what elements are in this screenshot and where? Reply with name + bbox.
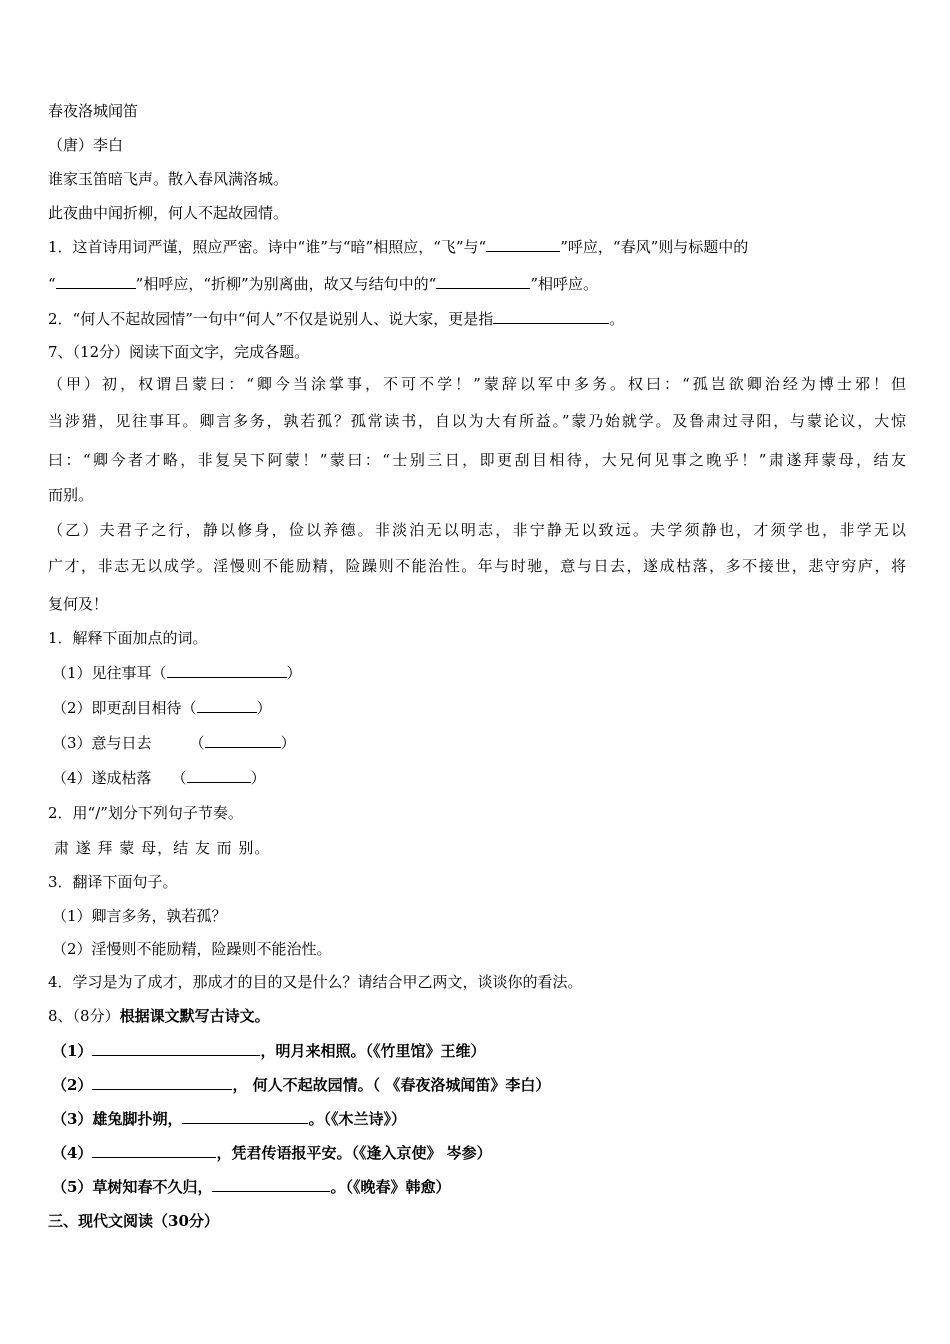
q8-item-2: （2） ， 何人不起故园情。（ 《春夜洛城闻笛》李白） [52,1076,551,1094]
q6-item-1-cont: “ ”相呼应，“折柳”为别离曲，故又与结句中的“ ”相呼应。 [48,275,599,293]
answer-blank[interactable] [205,732,281,748]
answer-blank[interactable] [167,662,287,678]
passage-yi-line: 广才，非志无以成学。淫慢则不能励精，险躁则不能治性。年与时驰，意与日去，遂成枯落，多不接世，悲守穷庐，将 [48,557,906,575]
answer-blank[interactable] [92,1040,260,1056]
q7-header: 7、（12分）阅读下面文字，完成各题。 [48,343,310,361]
q7-sub1-item-4: （4）遂成枯落 （ ） [52,769,266,787]
q7-sub1-item-1: （1）见往事耳（ ） [52,664,302,682]
q7-sub1-title: 1．解释下面加点的词。 [48,629,208,647]
passage-yi-line: （乙）夫君子之行，静以修身，俭以养德。非淡泊无以明志，非宁静无以致远。夫学须静也，才须学也，非学无以 [48,521,906,539]
passage-jia-line: 而别。 [48,486,94,504]
passage-jia-line: （甲）初，权谓吕蒙曰：“卿今当涂掌事，不可不学！”蒙辞以军中多务。权曰：“孤岂欲卿治经为博士邪！但 [48,375,906,393]
q7-sub2-title: 2．用“/”划分下列句子节奏。 [48,804,243,822]
answer-blank[interactable] [92,1074,232,1090]
rhythm-sentence: 肃 遂 拜 蒙 母，结 友 而 别。 [54,839,271,857]
q8-item-1: （1） ，明月来相照。（《竹里馆》王维） [52,1042,486,1060]
q8-item-5: （5）草树知春不久归， 。（《晚春》韩愈） [52,1178,451,1196]
passage-jia-line: 当涉猎，见往事耳。卿言多务，孰若孤？孤常读书，自以为大有所益。”蒙乃始就学。及鲁肃过寻阳，与蒙论议，大惊 [48,412,906,430]
q6-item-1: 1．这首诗用词严谨，照应严密。诗中“谁”与“暗”相照应，“飞”与“ ”呼应，“春风”则与标题中的 [48,238,749,256]
answer-blank[interactable] [493,308,609,324]
q7-sub1-item-2: （2）即更刮目相待（ ） [52,699,272,717]
answer-blank[interactable] [182,1108,308,1124]
q8-item-3: （3）雄兔脚扑朔， 。（《木兰诗》） [52,1110,406,1128]
answer-blank[interactable] [436,273,530,289]
q8-header: 8、（8分）根据课文默写古诗文。 [48,1007,270,1025]
answer-blank[interactable] [486,236,560,252]
q7-sub1-item-3: （3）意与日去 （ ） [52,734,296,752]
section-3-heading: 三、现代文阅读（30分） [48,1212,219,1230]
answer-blank[interactable] [197,697,257,713]
q8-item-4: （4） ，凭君传语报平安。（《逢入京使》 岑参） [52,1144,492,1162]
q7-sub3-item-1: （1）卿言多务，孰若孤？ [52,907,227,925]
answer-blank[interactable] [187,767,251,783]
answer-blank[interactable] [56,273,136,289]
passage-jia-line: 曰：“卿今者才略，非复吴下阿蒙！”蒙曰：“士别三日，即更刮目相待，大兄何见事之晚乎！”肃遂拜蒙母，结友 [48,451,906,469]
poem-line-2: 此夜曲中闻折柳，何人不起故园情。 [48,204,289,222]
answer-blank[interactable] [212,1176,330,1192]
poem-author: （唐）李白 [48,136,124,154]
passage-yi-line: 复何及！ [48,595,109,613]
answer-blank[interactable] [92,1142,216,1158]
poem-line-1: 谁家玉笛暗飞声。散入春风满洛城。 [48,170,289,188]
q7-sub4-title: 4．学习是为了成才，那成才的目的又是什么？请结合甲乙两文，谈谈你的看法。 [48,973,583,991]
q7-sub3-item-2: （2）淫慢则不能励精，险躁则不能治性。 [52,940,332,958]
q7-sub3-title: 3．翻译下面句子。 [48,873,178,891]
q6-item-2: 2．“何人不起故园情”一句中“何人”不仅是说别人、说大家，更是指 。 [48,310,625,328]
poem-title: 春夜洛城闻笛 [48,102,139,120]
